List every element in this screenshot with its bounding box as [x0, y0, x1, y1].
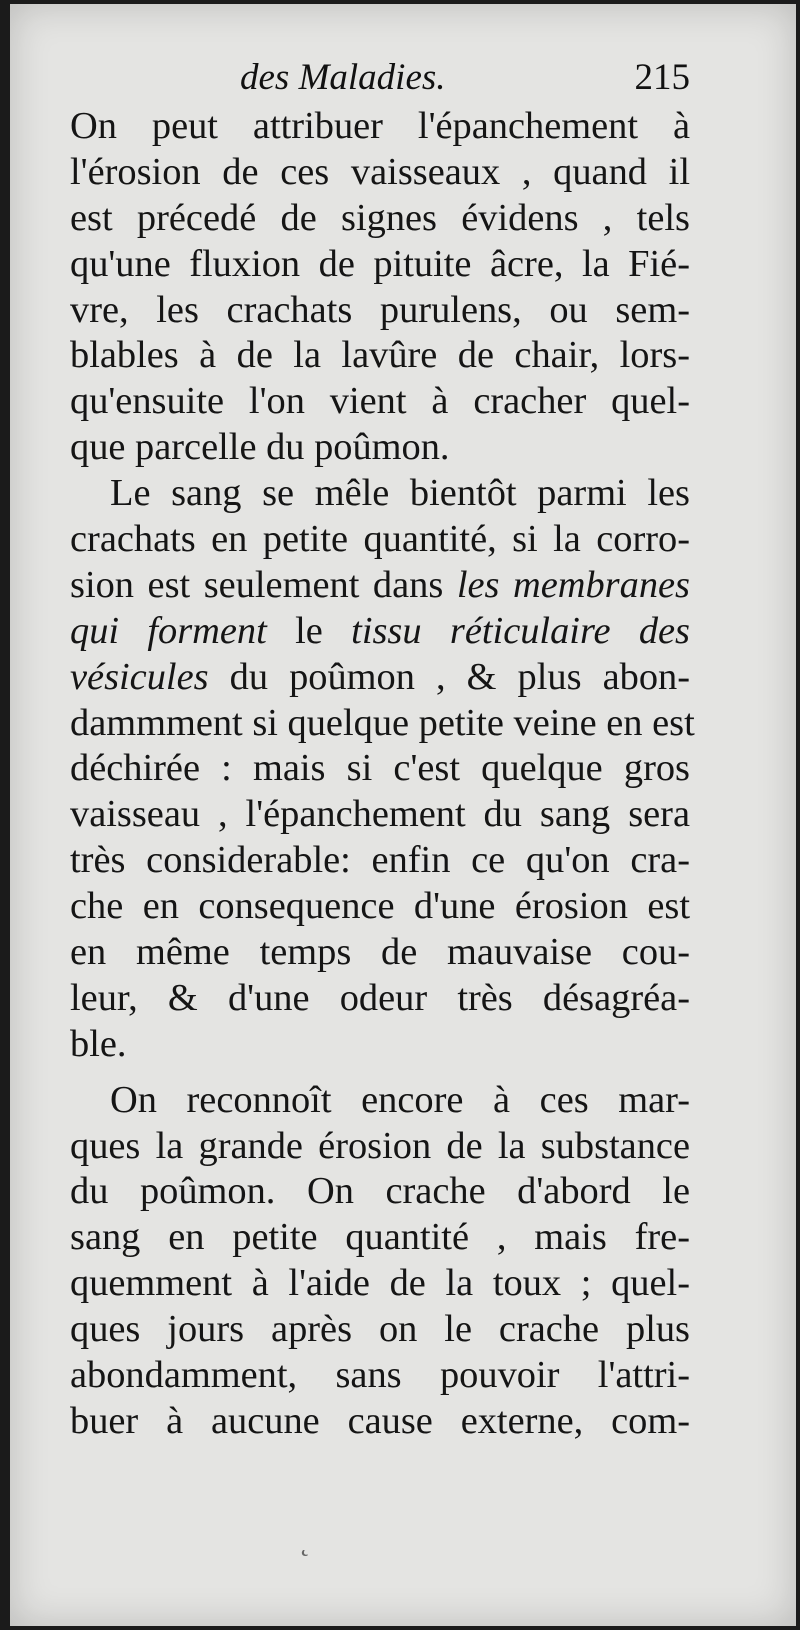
text-run: sion est seulement dans: [70, 563, 457, 606]
text-line: dammment si quelque petite veine en est: [70, 701, 695, 744]
text-line: sang en petite quantité , mais fre-: [70, 1216, 690, 1259]
italic-phrase: les membranes: [456, 563, 690, 606]
text-line: qu'ensuite l'on vient à cracher quel-: [70, 380, 690, 423]
book-page: [10, 4, 796, 1626]
text-line: ble.: [70, 1022, 127, 1065]
italic-phrase: qui forment: [70, 609, 267, 652]
text-line: que parcelle du poûmon.: [70, 426, 450, 469]
paragraph-3: [70, 1078, 690, 1445]
text-line: l'érosion de ces vaisseaux , quand il: [70, 150, 690, 193]
text-line: blables à de la lavûre de chair, lors-: [70, 334, 690, 377]
text-line: vre, les crachats purulens, ou sem-: [70, 288, 690, 331]
text-line: ques jours après on le crache plus: [70, 1308, 690, 1351]
text-line: vaisseau , l'épanchement du sang sera: [70, 793, 690, 836]
body-text: [70, 104, 695, 1445]
text-line: ques la grande érosion de la substance: [70, 1124, 690, 1167]
paragraph-2: [70, 471, 695, 1068]
text-line: leur, & d'une odeur très désagréa-: [70, 976, 690, 1019]
italic-phrase: vésicules: [70, 655, 209, 698]
text-line: déchirée : mais si c'est quelque gros: [70, 747, 690, 790]
page-header: [70, 56, 690, 102]
text-line: qu'une fluxion de pituite âcre, la Fié-: [70, 242, 690, 285]
text-line: en même temps de mauvaise cou-: [70, 931, 690, 974]
page-number: 215: [634, 57, 690, 98]
text-line: du poûmon. On crache d'abord le: [70, 1170, 690, 1213]
text-run: du poûmon , & plus abon-: [208, 655, 690, 698]
running-head: des Maladies.: [240, 57, 446, 98]
text-line: Le sang se mêle bientôt parmi les: [110, 472, 690, 515]
text-line: est précedé de signes évidens , tels: [70, 196, 690, 239]
paragraph-1: [70, 104, 690, 471]
text-run: le: [266, 609, 352, 652]
text-line: On reconnoît encore à ces mar-: [110, 1078, 690, 1121]
text-line: quemment à l'aide de la toux ; quel-: [70, 1262, 690, 1305]
text-line: [70, 609, 690, 655]
ink-speck: ˛: [300, 1524, 310, 1557]
text-line: che en consequence d'une érosion est: [70, 885, 690, 928]
italic-phrase: tissu réticulaire des: [351, 609, 690, 652]
text-line: [70, 655, 690, 701]
text-line: crachats en petite quantité, si la corro-: [70, 518, 690, 561]
text-line: abondamment, sans pouvoir l'attri-: [70, 1354, 690, 1397]
text-line: On peut attribuer l'épanchement à: [70, 105, 690, 147]
text-line: buer à aucune cause externe, com-: [70, 1399, 690, 1442]
text-line: très considerable: enfin ce qu'on cra-: [70, 839, 690, 882]
text-line: [70, 563, 690, 609]
